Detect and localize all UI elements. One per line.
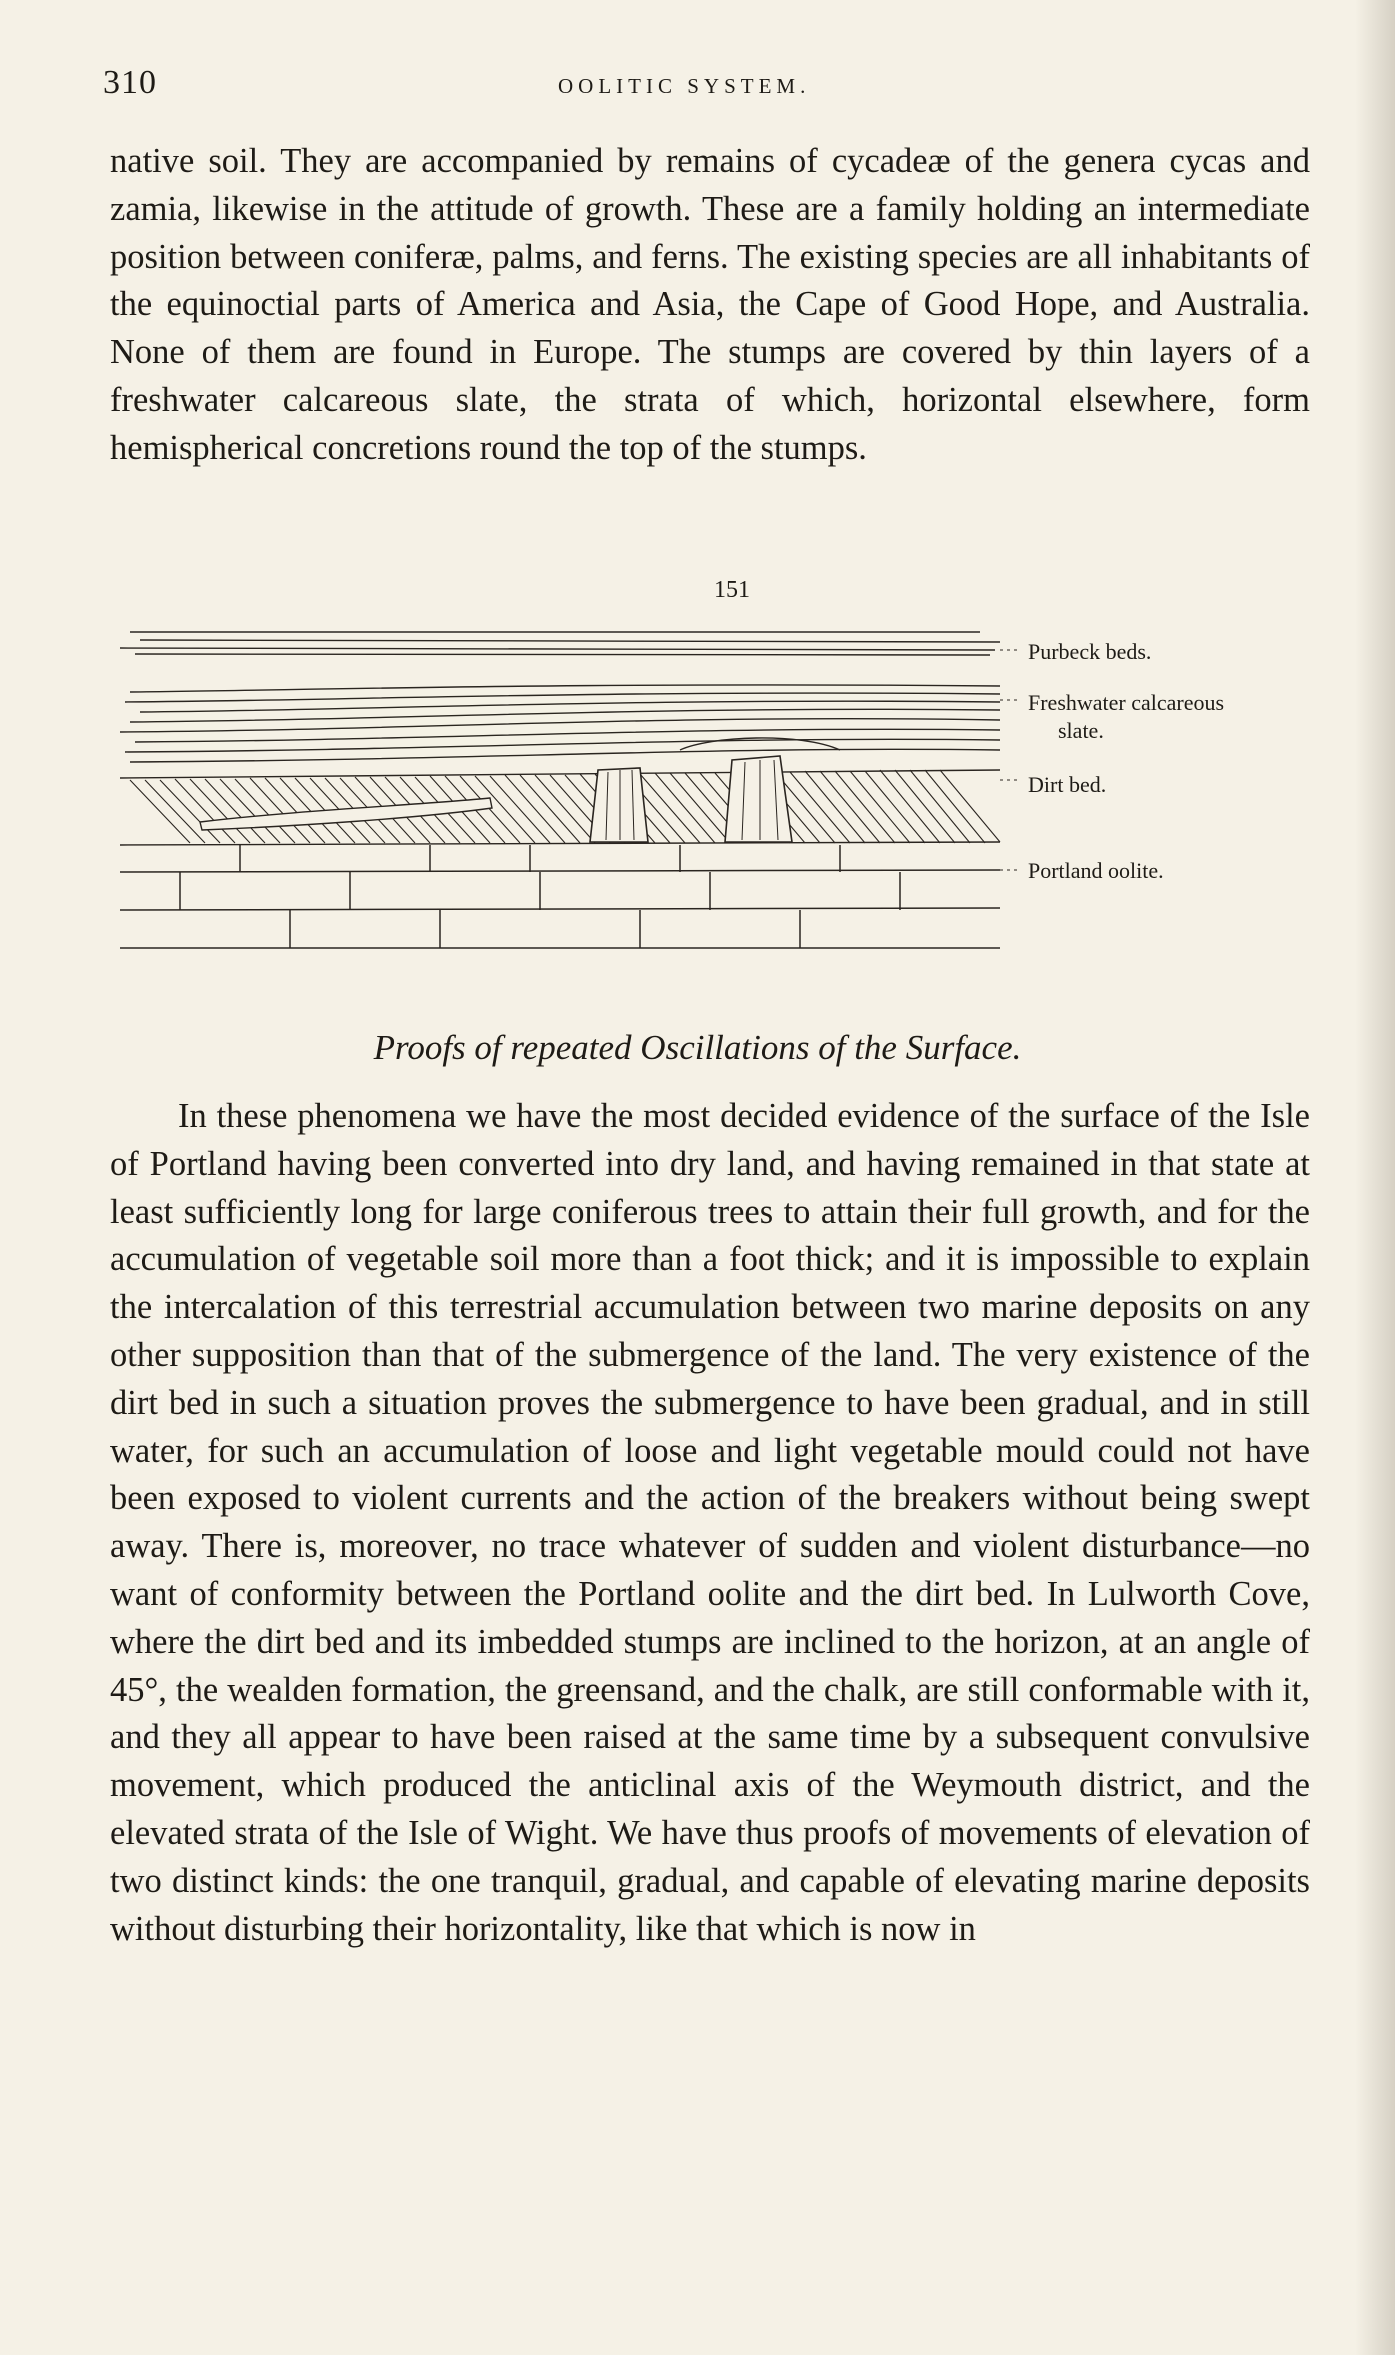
strata-illustration <box>120 610 1020 970</box>
paragraph-2: In these phenomena we have the most decided evidence of the surface of the Isle of Portland having been converted into dry land, and having remained in that state at least sufficiently long for large coniferous trees to attain their full growth, and for the accumulation of vegetable soil more than a foot thick; and it is impossible to explain the intercalation of this terrestrial accumulation between two marine deposits on any other supposition than that of the submergence of the land. The very existence of the dirt bed in such a situation proves the submergence to have been gradual, and in still water, for such an accumulation of loose and light vegetable mould could not have been exposed to violent currents and the action of the breakers without being swept away. There is, moreover, no trace whatever of sudden and violent disturbance—no want of conformity between the Portland oolite and the dirt bed. In Lulworth Cove, where the dirt bed and its imbedded stumps are inclined to the horizon, at an angle of 45°, the wealden formation, the greensand, and the chalk, are still conformable with it, and they all appear to have been raised at the same time by a subsequent convulsive movement, which produced the anticlinal axis of the Weymouth district, and the elevated strata of the Isle of Wight. We have thus proofs of movements of elevation of two distinct kinds: the one tranquil, gradual, and capable of elevating marine deposits without disturbing their horizontality, like that which is now in <box>110 1097 1310 1948</box>
label-dirt-bed: Dirt bed. <box>1028 772 1107 797</box>
label-portland-oolite: Portland oolite. <box>1028 858 1164 883</box>
figure-number: 151 <box>714 577 750 603</box>
page-header <box>103 64 1303 124</box>
section-heading: Proofs of repeated Oscillations of the Surface. <box>373 1028 1022 1067</box>
label-purbeck-beds: Purbeck beds. <box>1028 639 1152 664</box>
label-freshwater-slate-line2: slate. <box>1058 718 1104 743</box>
paragraph-1: native soil. They are accompanied by remains of cycadeæ of the genera cycas and zamia, likewise in the attitude of growth. These are a family holding an intermediate position between coniferæ, palms, and ferns. The existing species are all inhabitants of the equinoctial parts of America and Asia, the Cape of Good Hope, and Australia. None of them are found in Europe. The stumps are covered by thin layers of a freshwater calcareous slate, the strata of which, horizontal elsewhere, form hemispherical concretions round the top of the stumps. <box>110 142 1310 467</box>
page-edge-shadow <box>1355 0 1395 2355</box>
label-freshwater-slate-line1: Freshwater calcareous <box>1028 690 1225 715</box>
page-number: 310 <box>103 64 157 101</box>
geological-section-figure <box>120 610 1320 970</box>
running-head: OOLITIC SYSTEM. <box>558 74 811 98</box>
